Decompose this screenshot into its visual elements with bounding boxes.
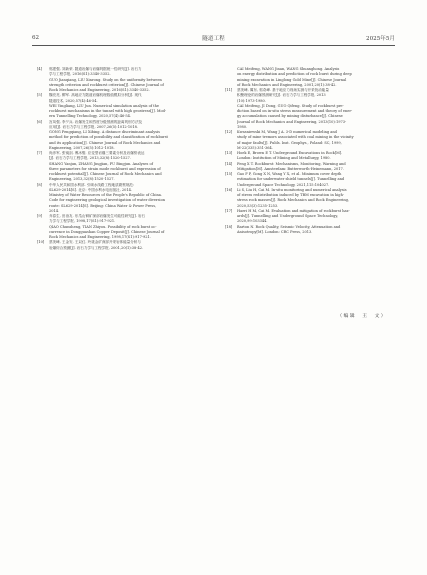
reference-line: (10):1973-1980. [237,98,266,103]
reference-line: WEI Yingliang, LIU Jun. Numerical simulation analysis of the [49,103,159,108]
page-header [32,33,395,43]
reference-line: 乔春生, 田治友. 东瓜山铜矿深部岩爆发生可能性研究[J]. 岩石 [49,214,146,218]
reference-line: currence in Dongguashan Copper Deposit[J]. Chinese Journal of [49,229,165,234]
reference-line: Hoek E, Brown E T. Underground Excavations in Rock[M]. [237,151,343,155]
reference-line: GONG Fengqiang, LI Xibing. A distance discriminant analysis [49,130,160,134]
reference-line: estimation for underwater shield tunnels[J]. Tunnelling and [237,177,345,182]
reference-text [237,67,393,88]
reference-number: [18] [225,224,233,229]
reference-line: Ministry of Water Resources of the People's Republic of China. [49,193,162,197]
reference-line: 力学与工程学报, 1998,17(S1):917-921. [49,219,116,224]
reference-line: GUO Jianqiang, LIU Xinrong. Study on the uniformity between [49,77,162,82]
reference-number: [9] [37,214,43,218]
reference-line: on energy distribution and prediction of rock burst during deep [237,72,352,77]
reference-entry [37,214,205,240]
journal-title: 隧道工程 [202,36,225,42]
references-left-column [37,67,205,251]
reference-entry [37,151,205,183]
reference-line: route: SL629-2014[S]. Beijing: China Water & Power Press, [49,203,157,208]
reference-entry [37,93,205,119]
reference-line: Engineering, 2007,26(5):1012-1018. [49,145,115,150]
reference-line: of Rock Mechanics and Engineering, 2001,20(1):38-42. [237,82,337,87]
references-right-column [225,67,393,235]
reference-line: three parameters for strain mode rockburst and expression of [49,166,161,171]
reference-line: Barton N. Rock Quality, Seismic Velocity, Attenuation and [237,224,341,229]
reference-number: [6] [37,119,43,124]
reference-line: 宫凤强, 李夕兵. 岩爆发生和烈度分级预测的距离判别方法及 [49,119,143,124]
reference-line: 积聚理论的岩爆预测研究[J]. 岩石力学与工程学报, 2013 [237,93,326,98]
reference-number: [17] [225,208,233,213]
reference-line: Journal of Rock Mechanics and Engineering, 2013(10):1973- [237,119,347,124]
reference-line: Mitigation[M]. Amsterdam: Butterworth-Heinemann, 2017. [237,166,344,171]
reference-line: rockburst mechanisms in the tunnel with high geostress[J]. Mod- [49,109,167,113]
reference-line: 蔡美峰, 王金安, 王双红. 玲珑金矿深部开采岩体能量分析与 [49,240,141,245]
reference-number: [5] [37,93,43,98]
reference-line: diction based on in-situ stress measurement and theory of ener- [237,109,353,113]
reference-line: of major faults[J]. Publs. Inst. Geophys., Poland: SC, 1999, [237,140,342,145]
reference-number: [12] [225,130,233,134]
reference-line: gy accumulation caused by mining disturbance[J]. Chinese [237,114,343,119]
reference-line: Rock Mechanics and Engineering, 2016(S1):3340-3352. [49,88,150,92]
reference-text [49,93,205,119]
reference-text [237,172,393,188]
reference-entry [225,188,393,209]
reference-text [49,240,205,251]
reference-entry [225,67,393,88]
header-rule [32,45,395,46]
reference-number: [7] [37,151,43,155]
reference-line: ern Tunnelling Technology, 2020,57(4):46-54. [49,114,132,119]
reference-line: 2020,99:103344. [237,219,268,224]
reference-line: 岩爆综合预测[J]. 岩石力学与工程学报, 2001,20(1):38-42. [49,245,144,250]
reference-number: [16] [225,187,233,192]
reference-line: 1980. [237,124,248,129]
reference-line: study of mine tremors associated with coal mining in the vicinity [237,135,354,140]
reference-line: method for prediction of possibility and classification of rockburst [49,135,168,140]
reference-line: M-22(335):351-364. [237,145,273,150]
reference-entry [37,240,205,251]
reference-line: 蔡美峰, 冀东, 郭奇峰. 基于地应力现场实测与开采扰动能量 [237,88,329,92]
reference-text [49,67,205,93]
page-number: 62 [32,35,40,41]
reference-entry [225,130,393,151]
reference-line: of stress redistribution induced by TBM excavation in high- [237,193,345,197]
reference-line: Engineering, 2013,32(8):1520-1527. [49,177,115,182]
issue-date: 2025年5月 [366,36,395,42]
reference-entry [225,151,393,162]
reference-text [237,225,393,236]
reference-line: Kwasniewski M, Wang J A. 3-D numerical modeling and [237,130,337,134]
reference-line: Feng X T. Rockburst: Mechanisms, Monitoring, Warning and [237,161,346,166]
reference-line: rockburst potential[J]. Chinese Journal of Rock Mechanics and [49,172,162,176]
reference-number: [14] [225,161,233,166]
reference-entry [225,162,393,173]
reference-text [49,183,205,215]
reference-number: [13] [225,151,233,155]
reference-text [237,188,393,209]
reference-line: [J]. 岩石力学与工程学报, 2013,32(8):1520-1527. [49,156,131,161]
reference-line: ards[J]. Tunnelling and Underground Space Technology, [237,214,339,218]
reference-line: mining excavation in Linglong Gold Mine[J]. Chinese Journal [237,77,347,82]
reference-number: [8] [37,182,43,187]
reference-number: [15] [225,172,233,176]
reference-line: 中华人民共和国水利部. 引调水线路工程地质勘察规范: [49,182,135,187]
reference-line: 郭建强, 刘新荣. 隧道岩爆与岩爆判据统一性研究[J]. 岩石力 [49,67,142,71]
reference-entry [225,209,393,225]
reference-line: 尚彦军, 张镜剑, 傅冰骏. 应变型岩爆三要素分析及岩爆势表达 [49,151,145,155]
reference-line: Underground Space Technology, 2021,115:104027. [237,182,330,187]
reference-line: Gao F P, Gong X N, Wang Y X, et al. Minimum cover depth [237,172,342,176]
reference-text [237,151,393,162]
reference-entry [37,120,205,152]
reference-line: and its application[J]. Chinese Journal of Rock Mechanics and [49,140,161,145]
reference-number: [11] [225,88,233,92]
reference-line: SHANG Yanjun, ZHANG Jingjian, FU Bingjun. Analyses of [49,161,153,166]
reference-line: 2020,53(3):1235-1253. [237,203,279,208]
reference-line: Haeri H M, Cai M. Evaluation and mitigation of rockburst haz- [237,208,350,213]
reference-line: Code for engineering geological investigation of water diversion [49,198,165,203]
reference-entry [225,225,393,236]
reference-line: Anisotropy[M]. London: CRC Press, 2013. [237,229,313,234]
reference-text [237,209,393,225]
reference-line: 应用[J]. 岩石力学与工程学报, 2007,26(5):1012-1018. [49,124,138,129]
reference-entry [225,88,393,130]
reference-line: Rock Mechanics and Engineering, 1998,17(S1):917-921. [49,235,151,239]
reference-line: CAI Meifeng, JI Dong, GUO Qifeng. Study of rockburst pre- [237,103,344,108]
reference-number [225,67,237,88]
reference-entry [37,183,205,215]
reference-entry [37,67,205,93]
reference-line: strength criterion and rockburst criterion[J]. Chinese Journal of [49,82,164,87]
reference-number: [10] [37,240,45,245]
reference-text [237,88,393,130]
reference-line: CAI Meifeng, WANG Jinan, WANG Shuanghong. Analysis [237,67,340,71]
reference-text [49,151,205,183]
reference-line: 魏亮亮, 柳军. 高地应力隧道岩爆机理数值模拟分析[J]. 现代 [49,93,142,98]
reference-text [49,214,205,240]
reference-line: Li S, Liu H, Cai M. In-situ monitoring and numerical analysis [237,187,347,192]
reference-line: London: Institution of Mining and Metallurgy, 1980. [237,156,331,161]
reference-text [237,130,393,151]
reference-text [49,120,205,152]
reference-line: 2014. [49,208,60,213]
reference-line: QIAO Chunsheng, TIAN Zhiyou. Possibility of rock burst oc- [49,224,157,229]
editor-note: （编辑 王 文） [337,314,387,319]
reference-line: 学与工程学报, 2016(S1):3340-3352. [49,72,111,77]
reference-line: 隧道技术, 2020,57(4):46-54. [49,98,98,103]
reference-number: [4] [37,67,43,71]
reference-entry [225,172,393,188]
reference-text [237,162,393,173]
reference-line: SL629-2014[S]. 北京: 中国水利水电出版社, 2014. [49,187,132,192]
reference-line: stress rock masses[J]. Rock Mechanics and Rock Engineering, [237,198,350,203]
